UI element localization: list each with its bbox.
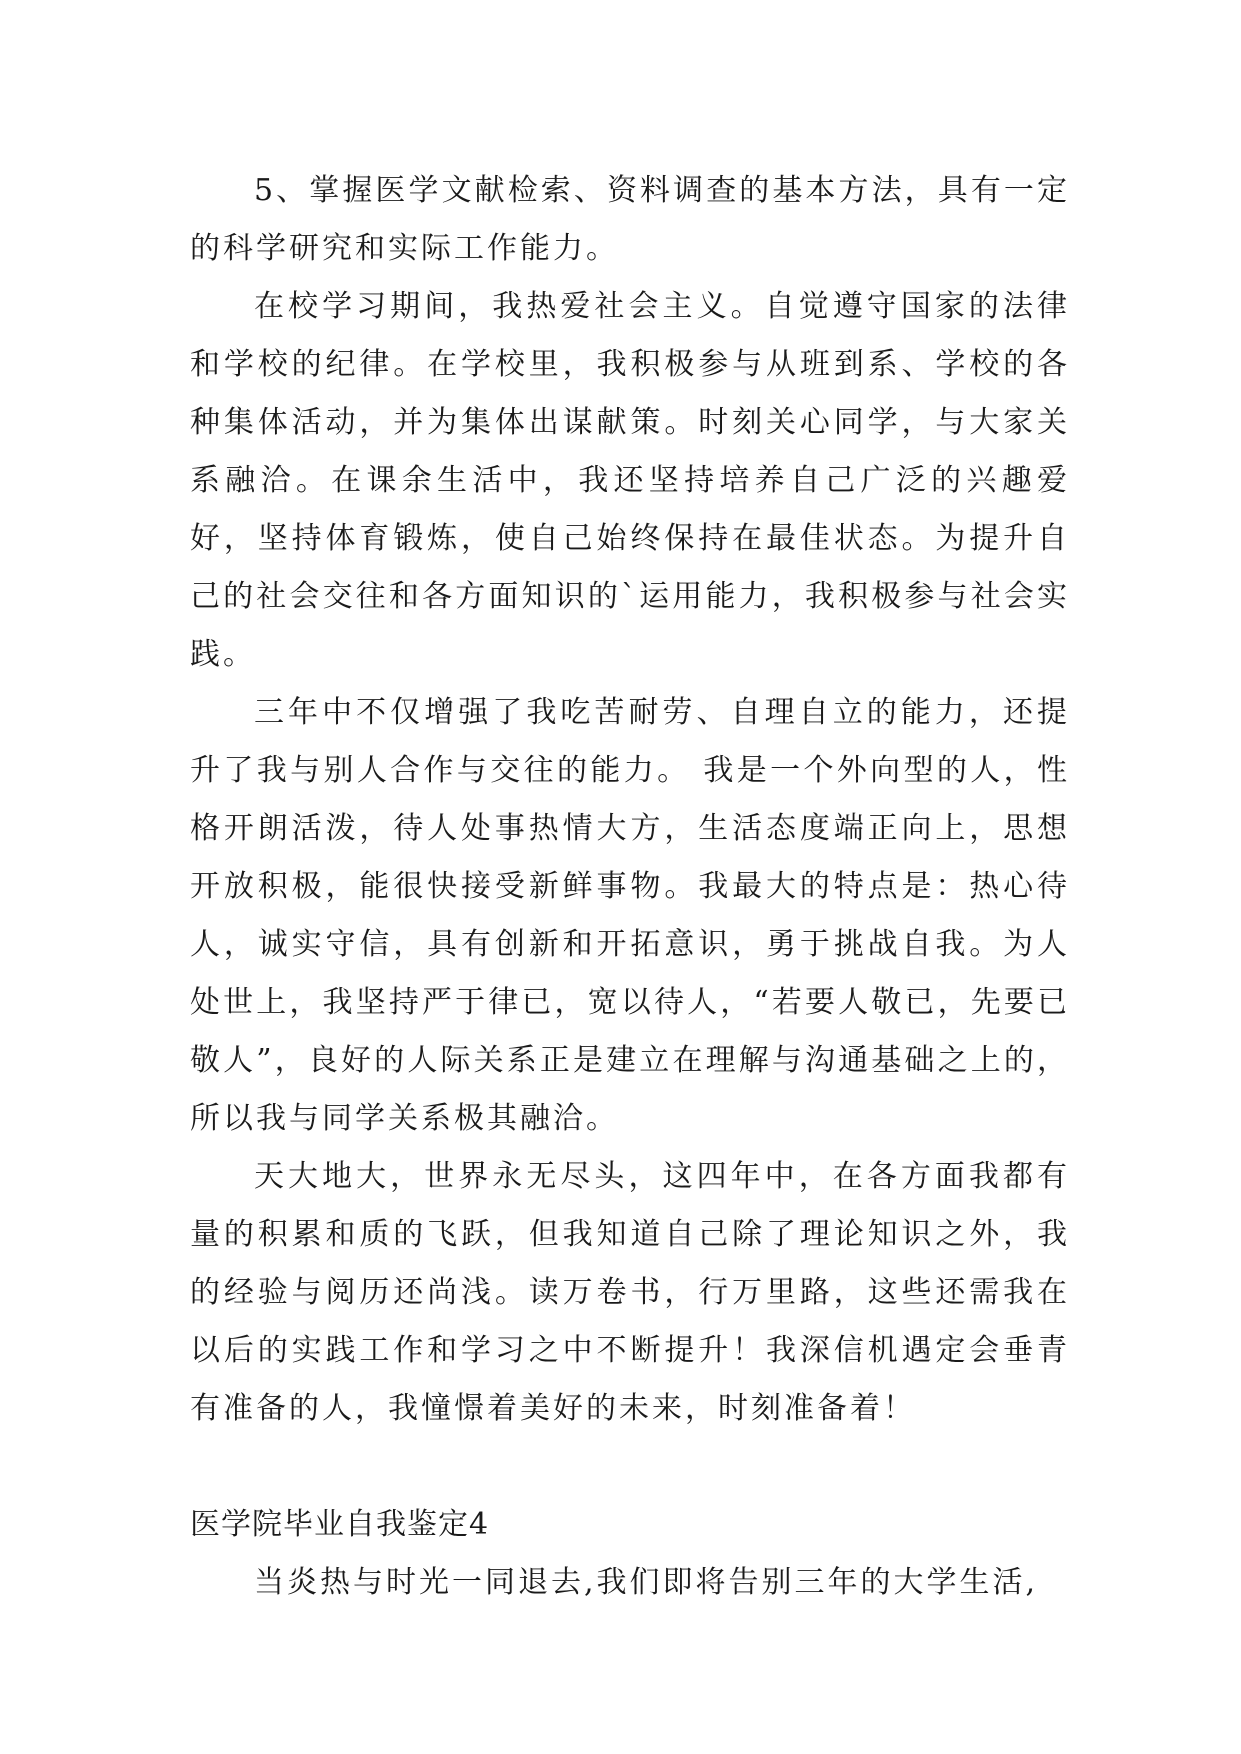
- paragraph-campus-life: 在校学习期间，我热爱社会主义。自觉遵守国家的法律和学校的纪律。在学校里，我积极参与从班到系、学校的各种集体活动，并为集体出谋献策。时刻关心同学，与大家关系融洽。在课余生活中，我还坚持培养自己广泛的兴趣爱好，坚持体育锻炼，使自己始终保持在最佳状态。为提升自己的社会交往和各方面知识的`运用能力，我积极参与社会实践。: [190, 289, 1070, 672]
- document-body: [190, 162, 1070, 1612]
- paragraph-conclusion: 天大地大，世界永无尽头，这四年中，在各方面我都有量的积累和质的飞跃，但我知道自己除了理论知识之外，我的经验与阅历还尚浅。读万卷书，行万里路，这些还需我在以后的实践工作和学习之中不断提升！我深信机遇定会垂青有准备的人，我憧憬着美好的未来，时刻准备着！: [190, 1159, 1070, 1426]
- paragraph-section-4-opening: 当炎热与时光一同退去,我们即将告别三年的大学生活,: [254, 1565, 1039, 1600]
- paragraph-personality: 三年中不仅增强了我吃苦耐劳、自理自立的能力，还提升了我与别人合作与交往的能力。 我是一个外向型的人，性格开朗活泼，待人处事热情大方，生活态度端正向上，思想开放积极，能很快接受新鲜事物。我最大的特点是：热心待人，诚实守信，具有创新和开拓意识，勇于挑战自我。为人处世上，我坚持严于律已，宽以待人，“若要人敬已，先要已敬人”，良好的人际关系正是建立在理解与沟通基础之上的，所以我与同学关系极其融洽。: [190, 695, 1070, 1136]
- section-heading: 医学院毕业自我鉴定4: [190, 1507, 490, 1542]
- paragraph-skills-item-5: 5、掌握医学文献检索、资料调查的基本方法，具有一定的科学研究和实际工作能力。: [190, 173, 1070, 266]
